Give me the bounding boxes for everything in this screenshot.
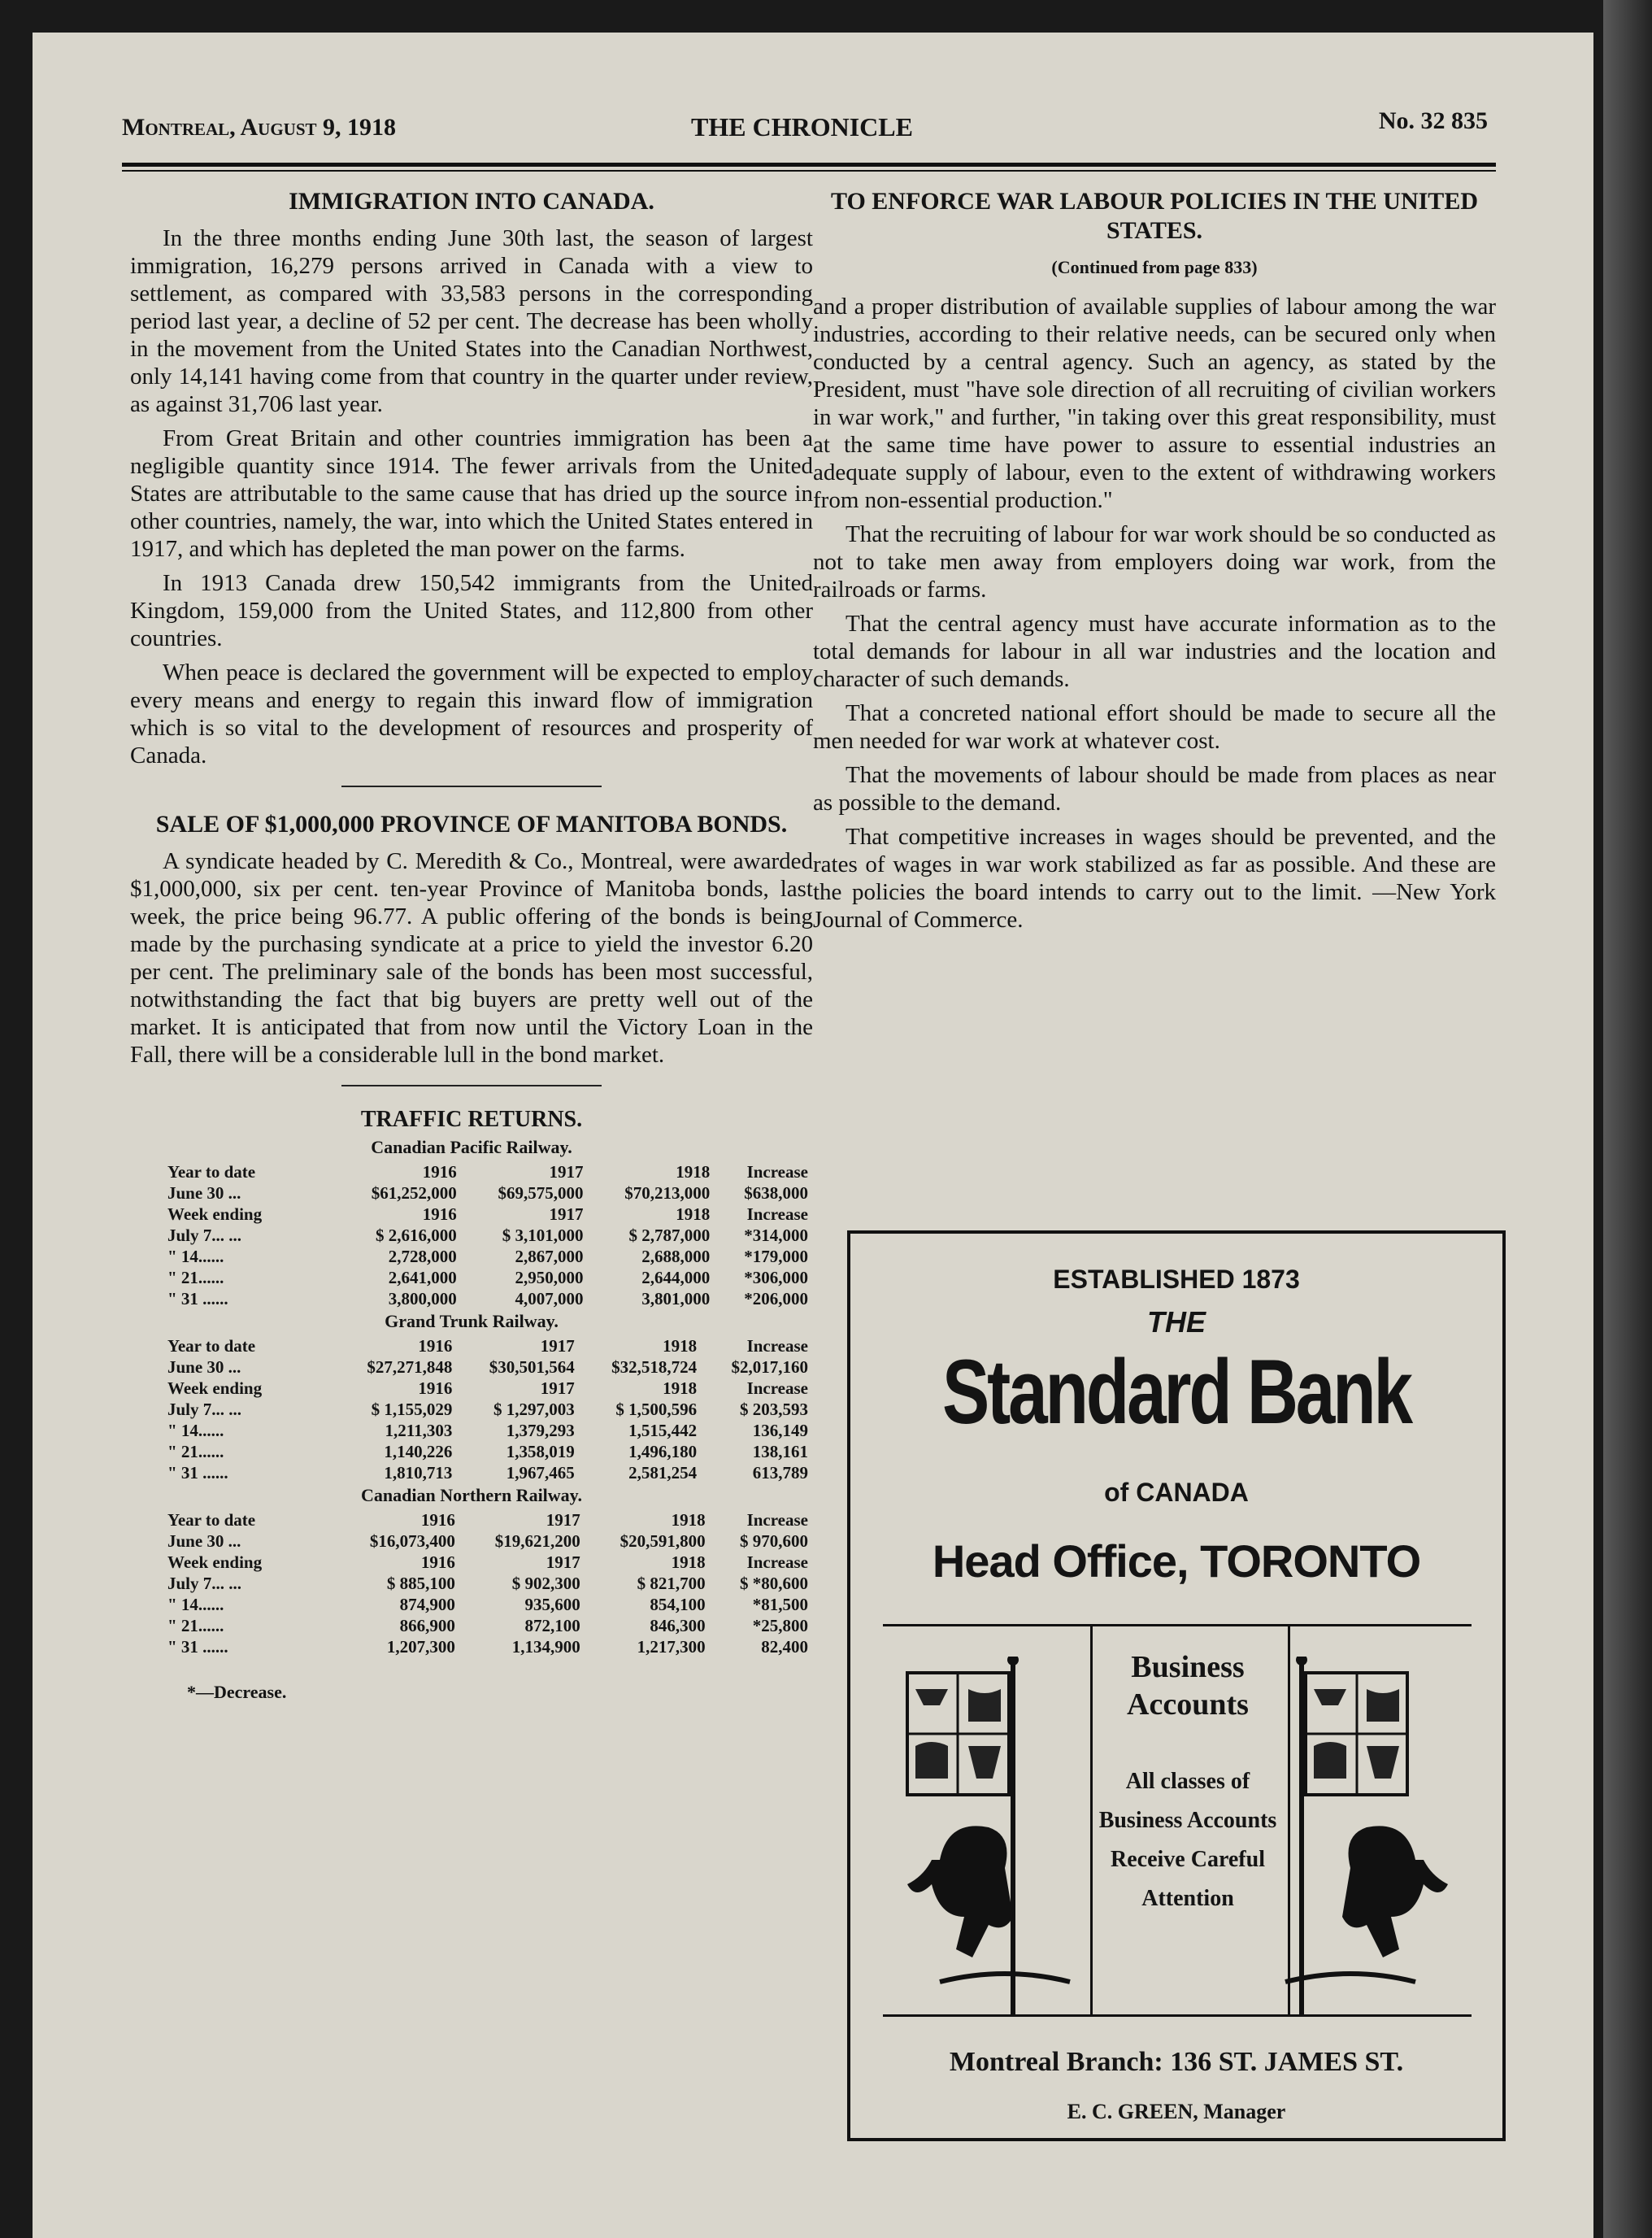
page-edge-shadow — [1603, 0, 1652, 2238]
table-cell: 2,728,000 — [388, 1247, 457, 1266]
table-cell: *81,500 — [752, 1595, 808, 1614]
table-row — [163, 1615, 813, 1636]
table-row — [163, 1335, 813, 1356]
table-row — [163, 1204, 813, 1225]
table-cell: *179,000 — [744, 1247, 808, 1266]
table-cell: 935,600 — [524, 1595, 580, 1614]
table-cell: June 30 ... — [167, 1357, 241, 1377]
table-row — [163, 1441, 813, 1462]
table-cell: Increase — [746, 1378, 808, 1398]
header-issue-page: No. 32 835 — [1378, 107, 1488, 134]
traffic-returns — [130, 1109, 813, 1703]
immigration-paragraph: In the three months ending June 30th last, the season of largest immigration, 16,279 persons arrived in Canada with a view to settlement, as compared with 33,583 persons in the corresponding period last year, a decline of 52 per cent. The decrease has been wholly in the movement from the United States into the Canadian Northwest, only 14,141 having come from that country in the quarter under review, as against 31,706 last year. — [130, 225, 813, 417]
immigration-paragraph: In 1913 Canada drew 150,542 immigrants from the United Kingdom, 159,000 from the United States, and 112,800 from other countries. — [130, 570, 813, 651]
page-header — [122, 89, 1488, 142]
table-cell: $20,591,800 — [620, 1531, 706, 1551]
ad-manager: E. C. GREEN, Manager — [1067, 2100, 1286, 2123]
table-cell: 1,358,019 — [506, 1442, 575, 1461]
table-cell: $ *80,600 — [740, 1574, 808, 1593]
table-cell: 1916 — [418, 1336, 453, 1356]
header-rule-thin — [122, 170, 1496, 172]
table-cell: Increase — [746, 1162, 808, 1182]
table-cell: *25,800 — [752, 1616, 808, 1635]
table-cell: 1917 — [540, 1336, 575, 1356]
table-row — [163, 1356, 813, 1378]
war-labour-paragraph: and a proper distribution of available supplies of labour among the war industries, according to their relative needs, can be secured only when conducted by a central agency. Such an agency, as stated by the President, must "have sole direction of all recruiting of civilian workers in war work," and further, "in taking over this great responsibility, must at the same time have power to assure to essential industries an adequate supply of labour, even to the extent of withdrawing workers from non-essential production." — [813, 294, 1496, 513]
table-row — [163, 1399, 813, 1420]
war-labour-paragraph: That a concreted national effort should be made to secure all the men needed for war work at whatever cost. — [813, 700, 1496, 754]
table-row — [163, 1552, 813, 1573]
decrease-note: *—Decrease. — [187, 1682, 287, 1702]
ad-the: THE — [1147, 1305, 1206, 1339]
table-cell: $70,213,000 — [624, 1183, 711, 1203]
table-cell: " 14...... — [167, 1421, 224, 1440]
table-cell: 1918 — [671, 1510, 706, 1530]
table-cell: 1,967,465 — [506, 1463, 575, 1483]
war-labour-paragraph: That the recruiting of labour for war work should be so conducted as not to take men away from employers doing war work, from the railroads or farms. — [813, 521, 1496, 603]
table-cell: 1916 — [420, 1552, 455, 1572]
table-cell: 1,211,303 — [385, 1421, 453, 1440]
table-cell: 1916 — [422, 1162, 457, 1182]
header-rule — [122, 163, 1496, 167]
table-row — [163, 1420, 813, 1441]
table-cell: " 14...... — [167, 1247, 224, 1266]
lion-crest-left-icon — [891, 1657, 1086, 2014]
table-cell: $69,575,000 — [498, 1183, 584, 1203]
immigration-paragraph: From Great Britain and other countries immigration has been a negligible quantity since 1914. The fewer arrivals from the United States are attributable to the same cause that has dried up the source in other countries, namely, the war, into which the United States entered in 1917, and which has depleted the man power on the farms. — [130, 425, 813, 562]
table-cell: $ 970,600 — [740, 1531, 808, 1551]
table-cell: 2,641,000 — [388, 1268, 457, 1287]
table-cell: 2,581,254 — [628, 1463, 698, 1483]
table-cell: 1916 — [418, 1378, 453, 1398]
table-cell: $30,501,564 — [489, 1357, 575, 1377]
table-cell: $16,073,400 — [369, 1531, 455, 1551]
table-cell: 1,810,713 — [384, 1463, 453, 1483]
table-cell: Year to date — [167, 1510, 256, 1530]
ad-bank-name: Standard Bank — [942, 1341, 1411, 1443]
table-cell: 3,801,000 — [641, 1289, 711, 1308]
table-cell: 846,300 — [650, 1616, 706, 1635]
table-row — [163, 1267, 813, 1288]
table-cell: 1916 — [422, 1204, 457, 1224]
table-cell: Week ending — [167, 1552, 263, 1572]
table-cell: 854,100 — [650, 1595, 706, 1614]
table-cell: Increase — [746, 1204, 808, 1224]
table-row — [163, 1161, 813, 1182]
table-row — [163, 1573, 813, 1594]
railway-name: Canadian Northern Railway. — [361, 1485, 582, 1505]
table-cell: " 31 ...... — [167, 1289, 228, 1308]
table-cell: 1917 — [546, 1552, 580, 1572]
table-cell: 2,688,000 — [641, 1247, 711, 1266]
table-cell: 82,400 — [761, 1637, 808, 1657]
table-cell: $32,518,724 — [611, 1357, 698, 1377]
table-row — [163, 1594, 813, 1615]
table-cell: 1,140,226 — [384, 1442, 453, 1461]
table-cell: *206,000 — [744, 1289, 808, 1308]
table-cell: 1918 — [676, 1162, 711, 1182]
ad-divider-bottom — [883, 2014, 1472, 2017]
war-labour-paragraph: That the movements of labour should be made from places as near as possible to the demand. — [813, 762, 1496, 816]
table-row — [163, 1288, 813, 1309]
header-masthead: THE CHRONICLE — [691, 112, 913, 142]
table-cell: $ 203,593 — [740, 1400, 808, 1419]
continued-note: (Continued from page 833) — [1051, 257, 1258, 277]
table-cell: $ 1,500,596 — [615, 1400, 698, 1419]
table-cell: $27,271,848 — [367, 1357, 453, 1377]
ad-of-canada: of CANADA — [1104, 1478, 1249, 1507]
table-row — [163, 1225, 813, 1246]
traffic-table — [163, 1161, 813, 1309]
table-cell: " 14...... — [167, 1595, 224, 1614]
table-cell: 1,207,300 — [386, 1637, 455, 1657]
table-cell: 138,161 — [752, 1442, 808, 1461]
table-cell: June 30 ... — [167, 1183, 241, 1203]
traffic-table — [163, 1335, 813, 1483]
table-cell: $ 821,700 — [637, 1574, 706, 1593]
table-cell: $ 2,616,000 — [375, 1226, 457, 1245]
table-cell: June 30 ... — [167, 1531, 241, 1551]
table-cell: Year to date — [167, 1336, 256, 1356]
railway-name: Canadian Pacific Railway. — [371, 1137, 572, 1157]
table-cell: July 7... ... — [167, 1226, 242, 1245]
table-row — [163, 1530, 813, 1552]
table-cell: *314,000 — [744, 1226, 808, 1245]
table-row — [163, 1378, 813, 1399]
table-cell: 1917 — [540, 1378, 575, 1398]
table-cell: Year to date — [167, 1162, 256, 1182]
table-cell: " 21...... — [167, 1442, 224, 1461]
table-cell: July 7... ... — [167, 1574, 242, 1593]
section-divider — [341, 1085, 602, 1086]
manitoba-title: SALE OF $1,000,000 PROVINCE OF MANITOBA BONDS. — [155, 811, 788, 838]
table-cell: 2,644,000 — [641, 1268, 711, 1287]
table-cell: " 21...... — [167, 1268, 224, 1287]
table-cell: $638,000 — [744, 1183, 808, 1203]
table-cell: $19,621,200 — [494, 1531, 580, 1551]
table-cell: Week ending — [167, 1378, 263, 1398]
table-cell: 2,950,000 — [515, 1268, 584, 1287]
table-cell: 1,496,180 — [628, 1442, 698, 1461]
table-row — [163, 1636, 813, 1657]
table-cell: " 31 ...... — [167, 1637, 228, 1657]
table-cell: " 31 ...... — [167, 1463, 228, 1483]
table-cell: $ 1,297,003 — [493, 1400, 575, 1419]
table-cell: 1918 — [663, 1378, 698, 1398]
table-cell: *306,000 — [744, 1268, 808, 1287]
table-cell: 3,800,000 — [388, 1289, 457, 1308]
table-cell: 613,789 — [752, 1463, 808, 1483]
header-dateline: Montreal, August 9, 1918 — [122, 114, 397, 141]
traffic-title: TRAFFIC RETURNS. — [360, 1107, 583, 1132]
ad-business-accounts: Business Accounts — [1127, 1650, 1249, 1722]
newspaper-page — [33, 33, 1593, 2238]
table-row — [163, 1246, 813, 1267]
table-cell: July 7... ... — [167, 1400, 242, 1419]
table-cell: Increase — [746, 1336, 808, 1356]
ad-accounts-copy: All classes of Business Accounts Receive Careful Attention — [1098, 1769, 1277, 1911]
table-cell: 1916 — [420, 1510, 455, 1530]
table-cell: 1918 — [663, 1336, 698, 1356]
right-column — [813, 187, 1496, 940]
war-labour-paragraph: That competitive increases in wages should be prevented, and the rates of wages in war work stabilized as far as possible. And these are the policies the board intends to carry out to the limit. —New York Journal of Commerce. — [813, 824, 1496, 933]
war-labour-title: TO ENFORCE WAR LABOUR POLICIES IN THE UNITED STATES. — [830, 188, 1478, 244]
table-cell: 1917 — [549, 1204, 584, 1224]
table-cell: 1,515,442 — [628, 1421, 698, 1440]
table-cell: 866,900 — [399, 1616, 455, 1635]
immigration-paragraph: When peace is declared the government will be expected to employ every means and energy to regain this inward flow of immigration which is so vital to the development of resources and prosperity of Canada. — [130, 660, 813, 768]
table-cell: Increase — [746, 1510, 808, 1530]
table-cell: 1,134,900 — [511, 1637, 580, 1657]
table-cell: 1918 — [676, 1204, 711, 1224]
table-cell: Week ending — [167, 1204, 263, 1224]
table-cell: $61,252,000 — [371, 1183, 457, 1203]
table-cell: $ 1,155,029 — [371, 1400, 453, 1419]
left-column — [130, 187, 813, 1703]
section-divider — [341, 786, 602, 787]
table-cell: Increase — [746, 1552, 808, 1572]
table-cell: " 21...... — [167, 1616, 224, 1635]
ad-montreal-branch: Montreal Branch: 136 ST. JAMES ST. — [949, 2047, 1404, 2077]
railway-name: Grand Trunk Railway. — [385, 1311, 559, 1331]
traffic-tables — [130, 1137, 813, 1657]
manitoba-paragraph: A syndicate headed by C. Meredith & Co., Montreal, were awarded $1,000,000, six per cent. ten-year Province of Manitoba bonds, last week, the price being 96.77. A public offering of the bonds is being made by the purchasing syndicate at a price to yield the investor 6.20 per cent. The preliminary sale of the bonds has been most successful, notwithstanding the fact that big buyers are pretty well out of the market. It is anticipated that from now until the Victory Loan in the Fall, there will be a considerable lull in the bond market. — [130, 848, 813, 1068]
ad-established: ESTABLISHED 1873 — [1053, 1265, 1300, 1294]
lion-crest-right-icon — [1269, 1657, 1464, 2014]
table-cell: $2,017,160 — [731, 1357, 808, 1377]
immigration-title: IMMIGRATION INTO CANADA. — [289, 188, 654, 215]
table-row — [163, 1462, 813, 1483]
table-cell: $ 885,100 — [386, 1574, 455, 1593]
table-cell: 1,217,300 — [637, 1637, 706, 1657]
traffic-table — [163, 1509, 813, 1657]
standard-bank-advertisement — [847, 1230, 1506, 2141]
table-cell: 1918 — [671, 1552, 706, 1572]
table-cell: 1917 — [546, 1510, 580, 1530]
table-cell: 2,867,000 — [515, 1247, 584, 1266]
table-cell: 136,149 — [752, 1421, 808, 1440]
war-labour-paragraph: That the central agency must have accurate information as to the total demands for labour in all war industries and the location and character of such demands. — [813, 611, 1496, 692]
table-cell: 1917 — [549, 1162, 584, 1182]
table-row — [163, 1509, 813, 1530]
table-cell: $ 2,787,000 — [628, 1226, 711, 1245]
table-cell: 4,007,000 — [515, 1289, 584, 1308]
ad-head-office: Head Office, TORONTO — [932, 1535, 1421, 1587]
table-row — [163, 1182, 813, 1204]
table-cell: 874,900 — [399, 1595, 455, 1614]
table-cell: 872,100 — [524, 1616, 580, 1635]
table-cell: 1,379,293 — [506, 1421, 575, 1440]
table-cell: $ 3,101,000 — [502, 1226, 584, 1245]
table-cell: $ 902,300 — [511, 1574, 580, 1593]
